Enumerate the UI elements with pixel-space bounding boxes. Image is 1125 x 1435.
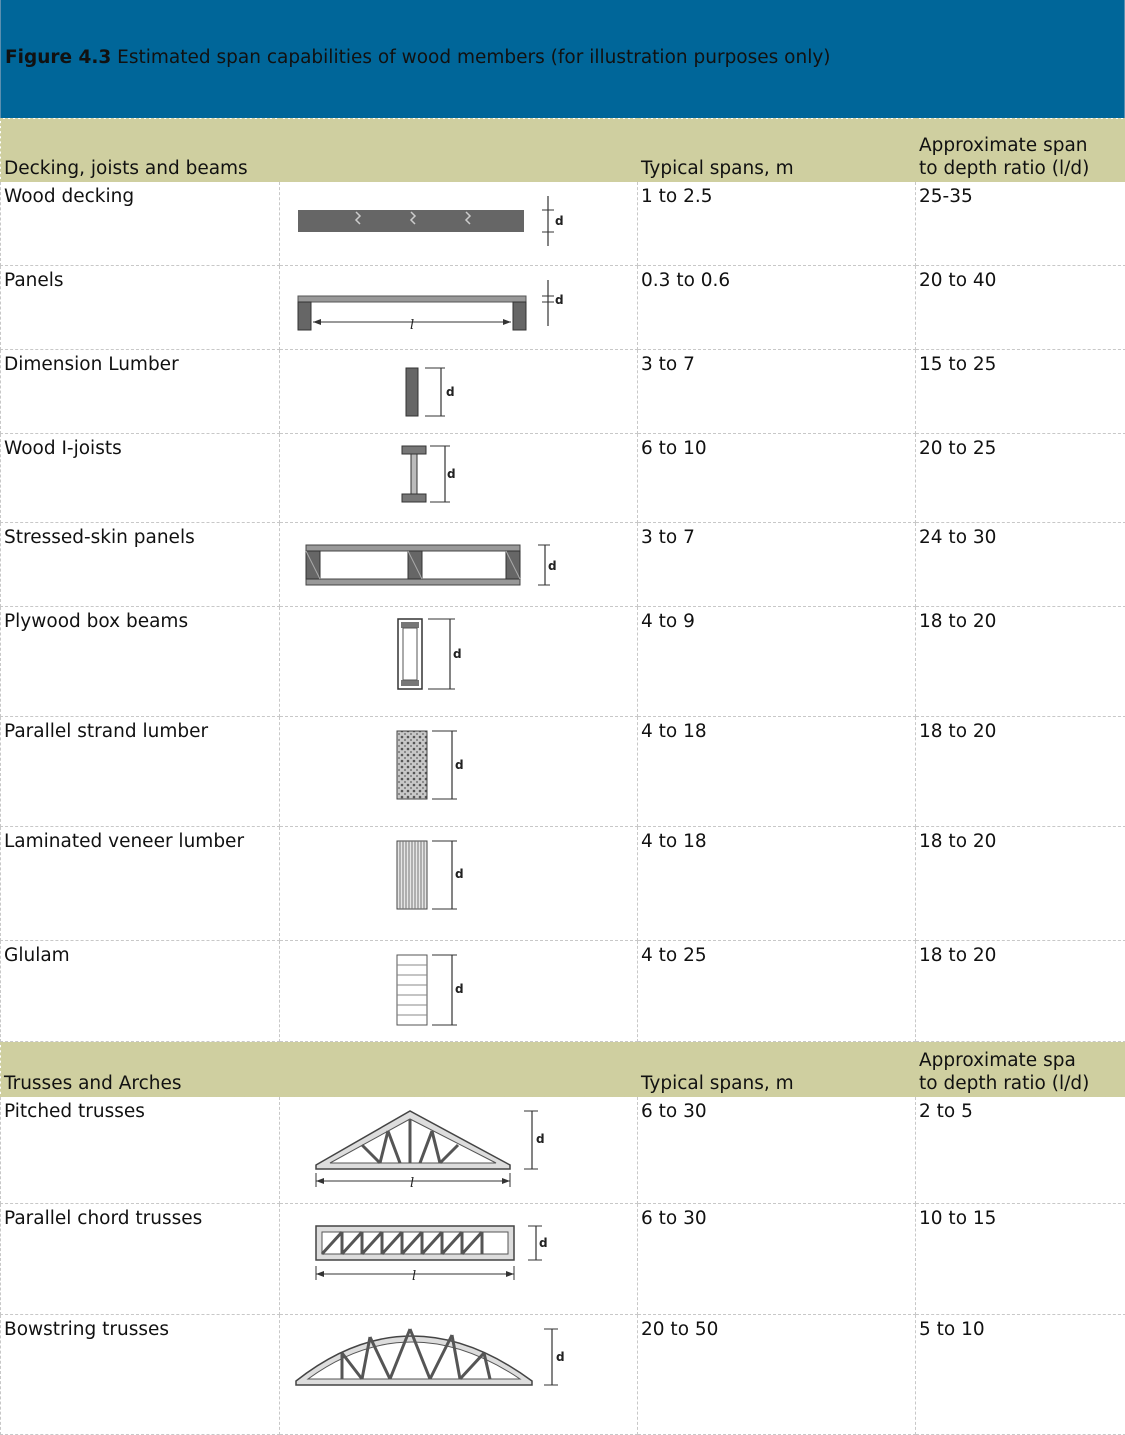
section-header-decking [1, 119, 1125, 182]
member-diagram-cell [280, 266, 638, 350]
figure-label: Figure 4.3 [5, 47, 111, 68]
member-name: Parallel chord trusses [1, 1204, 280, 1315]
table-row [1, 607, 1125, 717]
section-header-trusses [1, 1042, 1125, 1097]
member-name: Bowstring trusses [1, 1315, 280, 1435]
figure-title [5, 47, 831, 68]
member-name: Glulam [1, 941, 280, 1042]
table-row [1, 1204, 1125, 1315]
typical-spans: 4 to 9 [638, 607, 916, 717]
laminated-veneer-lumber-icon [280, 827, 636, 939]
span-depth-ratio: 15 to 25 [916, 350, 1125, 434]
typical-spans: 6 to 30 [638, 1204, 916, 1315]
depth-label: d [555, 214, 564, 228]
span-depth-ratio: 2 to 5 [916, 1097, 1125, 1204]
span-depth-ratio: 10 to 15 [916, 1204, 1125, 1315]
table-row [1, 941, 1125, 1042]
header-ratio-line1: Approximate spa [916, 1049, 1125, 1072]
typical-spans: 0.3 to 0.6 [638, 266, 916, 350]
depth-label: d [548, 559, 557, 573]
member-name: Wood I-joists [1, 434, 280, 523]
table-row [1, 523, 1125, 607]
i-joist-icon [280, 434, 636, 521]
depth-label: d [446, 385, 455, 399]
box-beam-icon [280, 607, 636, 715]
member-name: Parallel strand lumber [1, 717, 280, 827]
typical-spans: 1 to 2.5 [638, 182, 916, 266]
depth-label: d [447, 467, 456, 481]
header-ratio [916, 119, 1125, 182]
member-name: Wood decking [1, 182, 280, 266]
member-name: Plywood box beams [1, 607, 280, 717]
member-diagram-cell [280, 1097, 638, 1204]
header-spans: Typical spans, m [638, 1042, 916, 1097]
glulam-icon [280, 941, 636, 1040]
span-depth-ratio: 24 to 30 [916, 523, 1125, 607]
table-row [1, 182, 1125, 266]
span-depth-ratio: 25-35 [916, 182, 1125, 266]
table-row [1, 717, 1125, 827]
header-category: Trusses and Arches [1, 1042, 638, 1097]
member-diagram-cell [280, 523, 638, 607]
member-diagram-cell [280, 434, 638, 523]
bowstring-truss-icon [280, 1315, 636, 1433]
depth-label: d [455, 758, 464, 772]
header-ratio [916, 1042, 1125, 1097]
header-spans: Typical spans, m [638, 119, 916, 182]
parallel-strand-lumber-icon [280, 717, 636, 825]
parallel-chord-truss-icon [280, 1204, 636, 1313]
depth-label: d [455, 867, 464, 881]
member-diagram-cell [280, 607, 638, 717]
header-ratio-line2: to depth ratio (l/d) [916, 157, 1125, 181]
table-row [1, 434, 1125, 523]
typical-spans: 6 to 10 [638, 434, 916, 523]
member-name: Laminated veneer lumber [1, 827, 280, 941]
typical-spans: 20 to 50 [638, 1315, 916, 1435]
span-depth-ratio: 20 to 40 [916, 266, 1125, 350]
span-depth-ratio: 18 to 20 [916, 941, 1125, 1042]
member-name: Stressed-skin panels [1, 523, 280, 607]
member-diagram-cell [280, 350, 638, 434]
depth-label: d [536, 1132, 545, 1146]
typical-spans: 3 to 7 [638, 523, 916, 607]
span-depth-ratio: 5 to 10 [916, 1315, 1125, 1435]
member-name: Dimension Lumber [1, 350, 280, 434]
depth-label: d [555, 293, 564, 307]
figure-caption: Estimated span capabilities of wood members (for illustration purposes only) [117, 47, 830, 68]
table-row [1, 266, 1125, 350]
member-diagram-cell [280, 182, 638, 266]
table-row [1, 1097, 1125, 1204]
depth-label: d [556, 1350, 565, 1364]
member-diagram-cell [280, 1315, 638, 1435]
depth-label: d [453, 647, 462, 661]
span-depth-ratio: 18 to 20 [916, 827, 1125, 941]
header-ratio-line1: Approximate span [916, 134, 1125, 157]
length-label: l [410, 318, 414, 333]
depth-label: d [539, 1236, 548, 1250]
stressed-skin-panel-icon [280, 523, 636, 605]
length-label: l [410, 1176, 414, 1191]
table-row [1, 1315, 1125, 1435]
figure-title-bar [0, 0, 1125, 118]
typical-spans: 3 to 7 [638, 350, 916, 434]
member-diagram-cell [280, 1204, 638, 1315]
wood-decking-icon [280, 182, 636, 264]
member-diagram-cell [280, 717, 638, 827]
header-category: Decking, joists and beams [1, 119, 638, 182]
span-table [0, 118, 1125, 1435]
typical-spans: 4 to 25 [638, 941, 916, 1042]
header-ratio-line2: to depth ratio (l/d) [916, 1072, 1125, 1096]
typical-spans: 4 to 18 [638, 827, 916, 941]
table-row [1, 350, 1125, 434]
member-name: Panels [1, 266, 280, 350]
span-depth-ratio: 20 to 25 [916, 434, 1125, 523]
depth-label: d [455, 982, 464, 996]
pitched-truss-icon [280, 1097, 636, 1202]
member-diagram-cell [280, 941, 638, 1042]
span-depth-ratio: 18 to 20 [916, 607, 1125, 717]
span-depth-ratio: 18 to 20 [916, 717, 1125, 827]
length-label: l [412, 1269, 416, 1284]
member-diagram-cell [280, 827, 638, 941]
panels-icon [280, 266, 636, 348]
dimension-lumber-icon [280, 350, 636, 432]
typical-spans: 4 to 18 [638, 717, 916, 827]
typical-spans: 6 to 30 [638, 1097, 916, 1204]
member-name: Pitched trusses [1, 1097, 280, 1204]
table-row [1, 827, 1125, 941]
